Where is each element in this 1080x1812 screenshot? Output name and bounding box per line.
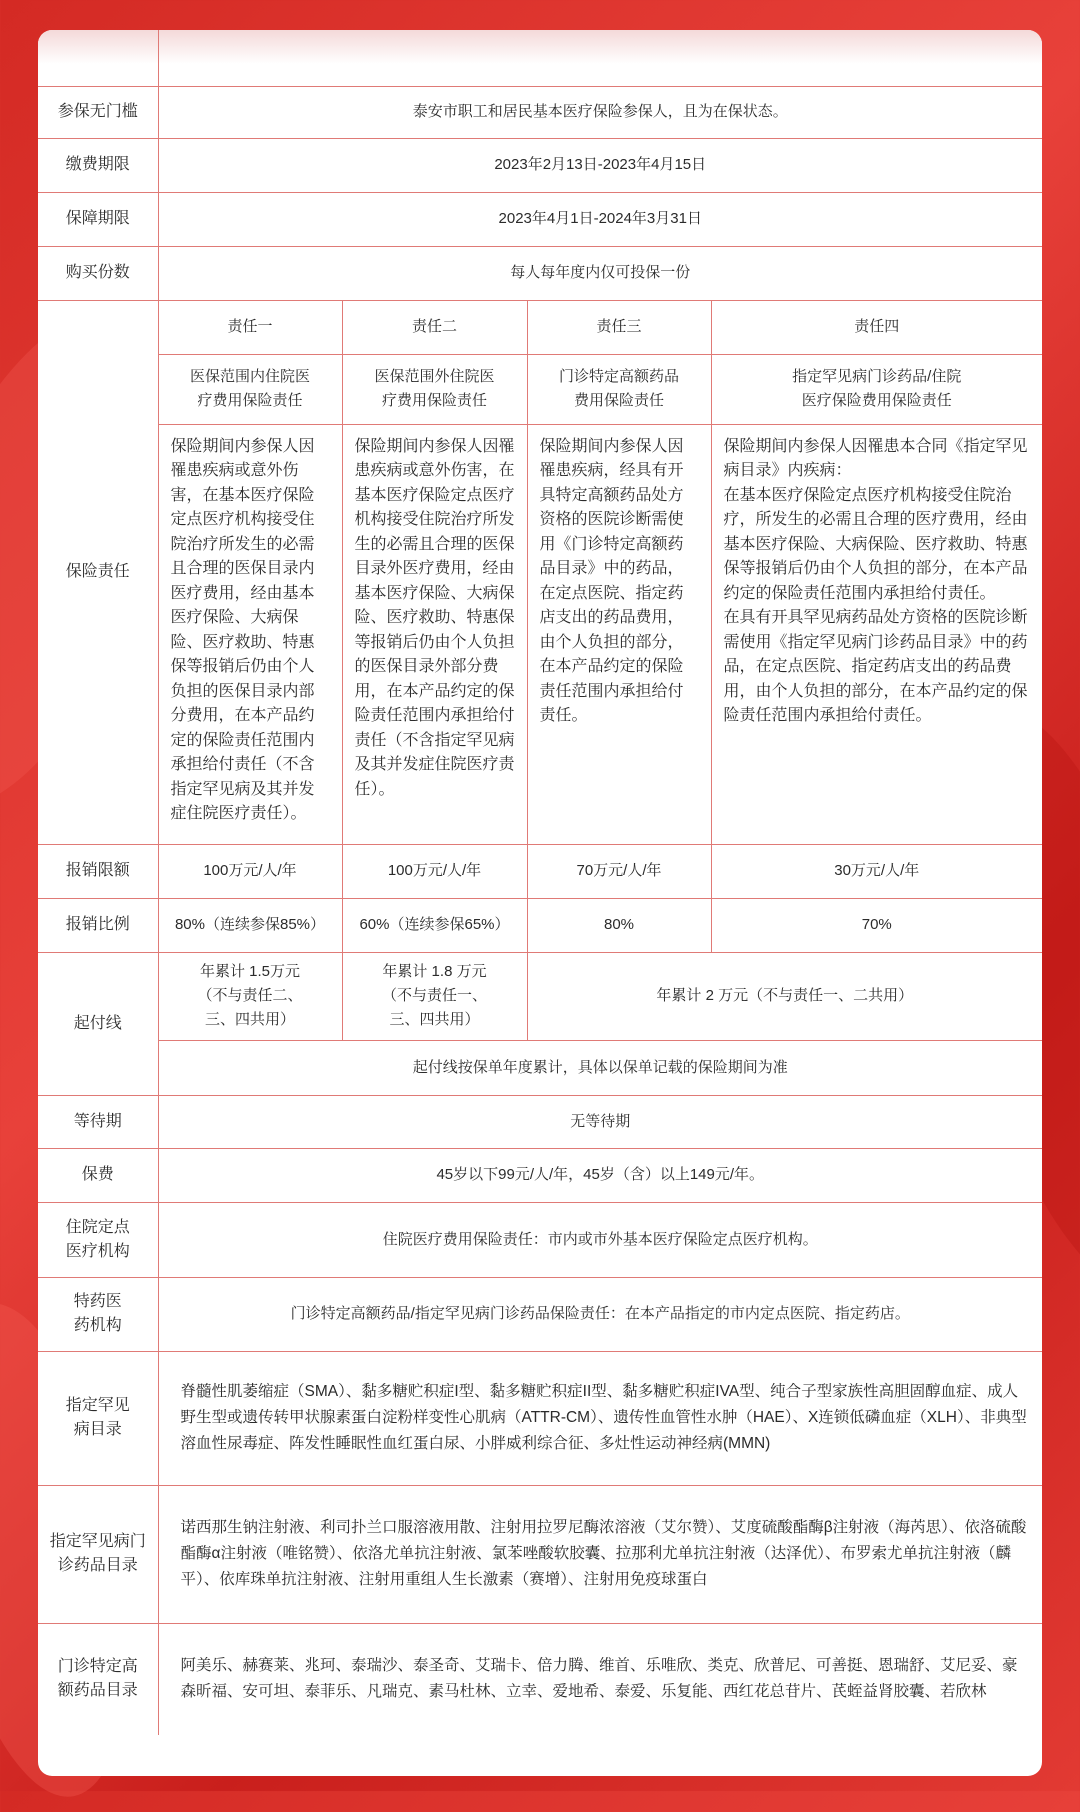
limit-row xyxy=(38,844,1042,898)
row-label: 特药医 药机构 xyxy=(38,1277,158,1351)
liability-head: 责任三 xyxy=(527,300,711,354)
row-label: 住院定点 医疗机构 xyxy=(38,1202,158,1277)
pharmacy-row xyxy=(38,1277,1042,1351)
row-value: 每人每年度内仅可投保一份 xyxy=(158,246,1042,300)
liability-head: 责任四 xyxy=(711,300,1042,354)
row-value: 门诊特定高额药品/指定罕见病门诊药品保险责任：在本产品指定的市内定点医院、指定药店。 xyxy=(158,1277,1042,1351)
row-label: 起付线 xyxy=(38,952,158,1095)
row-label: 报销限额 xyxy=(38,844,158,898)
limit-value: 100万元/人/年 xyxy=(158,844,342,898)
info-card xyxy=(38,30,1042,1776)
payment-period-row xyxy=(38,138,1042,192)
liability-title: 指定罕见病门诊药品/住院 医疗保险费用保险责任 xyxy=(711,354,1042,424)
row-label: 保险责任 xyxy=(38,300,158,844)
row-value: 2023年4月1日-2024年3月31日 xyxy=(158,192,1042,246)
row-label: 指定罕见病门 诊药品目录 xyxy=(38,1485,158,1623)
deductible-value: 年累计 2 万元（不与责任一、二共用） xyxy=(527,952,1042,1040)
liability-body: 保险期间内参保人因罹患本合同《指定罕见病目录》内疾病： 在基本医疗保险定点医疗机构接受住院治疗，所发生的必需且合理的医疗费用，经由基本医疗保险、大病保险、医疗救助、特惠保等报销后仍由个人负担的部分，在本产品约定的保险责任范围内承担给付责任。 在具有开具罕见病药品处方资格的医院诊断需使用《指定罕见病门诊药品目录》中的药品，在定点医院、指定药店支出的药品费用，由个人负担的部分，在本产品约定的保险责任范围内承担给付责任。 xyxy=(711,424,1042,844)
ratio-value: 80% xyxy=(527,898,711,952)
insurance-details-table xyxy=(38,30,1042,1735)
liability-title: 医保范围外住院医 疗费用保险责任 xyxy=(342,354,527,424)
row-value: 脊髓性肌萎缩症（SMA）、黏多糖贮积症I型、黏多糖贮积症II型、黏多糖贮积症IVA型、纯合子型家族性高胆固醇血症、成人野生型或遗传转甲状腺素蛋白淀粉样变性心肌病（ATTR-CM）、遗传性血管性水肿（HAE）、X连锁低磷血症（XLH）、非典型溶血性尿毒症、阵发性睡眠性血红蛋白尿、小胖威利综合征、多灶性运动神经病(MMN) xyxy=(158,1351,1042,1485)
liability-head: 责任一 xyxy=(158,300,342,354)
row-value: 45岁以下99元/人/年，45岁（含）以上149元/年。 xyxy=(158,1148,1042,1202)
ratio-value: 60%（连续参保65%） xyxy=(342,898,527,952)
row-label: 保障期限 xyxy=(38,192,158,246)
row-label: 参保无门槛 xyxy=(38,86,158,138)
deductible-note-row xyxy=(38,1040,1042,1095)
liability-title: 医保范围内住院医 疗费用保险责任 xyxy=(158,354,342,424)
row-label: 购买份数 xyxy=(38,246,158,300)
special-drugs-row xyxy=(38,1623,1042,1735)
threshold-row xyxy=(38,86,1042,138)
deductible-row xyxy=(38,952,1042,1040)
row-label: 门诊特定高 额药品目录 xyxy=(38,1623,158,1735)
row-value: 住院医疗费用保险责任：市内或市外基本医疗保险定点医疗机构。 xyxy=(158,1202,1042,1277)
deductible-value: 年累计 1.5万元 （不与责任二、 三、四共用） xyxy=(158,952,342,1040)
limit-value: 100万元/人/年 xyxy=(342,844,527,898)
row-label: 指定罕见 病目录 xyxy=(38,1351,158,1485)
row-value: 2023年2月13日-2023年4月15日 xyxy=(158,138,1042,192)
limit-value: 70万元/人/年 xyxy=(527,844,711,898)
waiting-row xyxy=(38,1095,1042,1148)
premium-row xyxy=(38,1148,1042,1202)
liability-head: 责任二 xyxy=(342,300,527,354)
row-label: 报销比例 xyxy=(38,898,158,952)
coverage-period-row xyxy=(38,192,1042,246)
row-value: 泰安市职工和居民基本医疗保险参保人，且为在保状态。 xyxy=(158,86,1042,138)
ratio-value: 80%（连续参保85%） xyxy=(158,898,342,952)
row-value: 诺西那生钠注射液、利司扑兰口服溶液用散、注射用拉罗尼酶浓溶液（艾尔赞）、艾度硫酸酯酶β注射液（海芮思）、依洛硫酸酯酶α注射液（唯铭赞）、依洛尤单抗注射液、氯苯唑酸软胶囊、拉那利尤单抗注射液（达泽优）、布罗索尤单抗注射液（麟平）、依库珠单抗注射液、注射用重组人生长激素（赛增）、注射用免疫球蛋白 xyxy=(158,1485,1042,1623)
deductible-value: 年累计 1.8 万元 （不与责任一、 三、四共用） xyxy=(342,952,527,1040)
rare-disease-row xyxy=(38,1351,1042,1485)
copies-row xyxy=(38,246,1042,300)
limit-value: 30万元/人/年 xyxy=(711,844,1042,898)
top-blank-cell xyxy=(158,30,1042,86)
liability-body: 保险期间内参保人因罹患疾病，经具有开具特定高额药品处方资格的医院诊断需使用《门诊特定高额药品目录》中的药品，在定点医院、指定药店支出的药品费用，由个人负担的部分，在本产品约定的保险责任范围内承担给付责任。 xyxy=(527,424,711,844)
row-value: 无等待期 xyxy=(158,1095,1042,1148)
liability-body: 保险期间内参保人因罹患疾病或意外伤害，在基本医疗保险定点医疗机构接受住院治疗所发生的必需且合理的医保目录外医疗费用，经由基本医疗保险、大病保险、医疗救助、特惠保等报销后仍由个人负担的医保目录外部分费用，在本产品约定的保险责任范围内承担给付责任（不含指定罕见病及其并发症住院医疗责任）。 xyxy=(342,424,527,844)
deductible-note: 起付线按保单年度累计，具体以保单记载的保险期间为准 xyxy=(158,1040,1042,1095)
liability-head-row xyxy=(38,300,1042,354)
liability-title: 门诊特定高额药品 费用保险责任 xyxy=(527,354,711,424)
liability-title-row xyxy=(38,354,1042,424)
hospital-row xyxy=(38,1202,1042,1277)
row-label: 保费 xyxy=(38,1148,158,1202)
ratio-row xyxy=(38,898,1042,952)
ratio-value: 70% xyxy=(711,898,1042,952)
row-label: 等待期 xyxy=(38,1095,158,1148)
row-label: 缴费期限 xyxy=(38,138,158,192)
rare-drugs-row xyxy=(38,1485,1042,1623)
row-value: 阿美乐、赫赛莱、兆珂、泰瑞沙、泰圣奇、艾瑞卡、倍力腾、维首、乐唯欣、类克、欣普尼、可善挺、恩瑞舒、艾尼妥、豪森昕福、安可坦、泰菲乐、凡瑞克、素马杜林、立幸、爱地希、泰爱、乐复能、西红花总苷片、芪蛭益肾胶囊、若欣林 xyxy=(158,1623,1042,1735)
liability-body: 保险期间内参保人因罹患疾病或意外伤害，在基本医疗保险定点医疗机构接受住院治疗所发生的必需且合理的医保目录内医疗费用，经由基本医疗保险、大病保险、医疗救助、特惠保等报销后仍由个人负担的医保目录内部分费用，在本产品约定的保险责任范围内承担给付责任（不含指定罕见病及其并发症住院医疗责任）。 xyxy=(158,424,342,844)
top-left-cell xyxy=(38,30,158,86)
liability-body-row xyxy=(38,424,1042,844)
